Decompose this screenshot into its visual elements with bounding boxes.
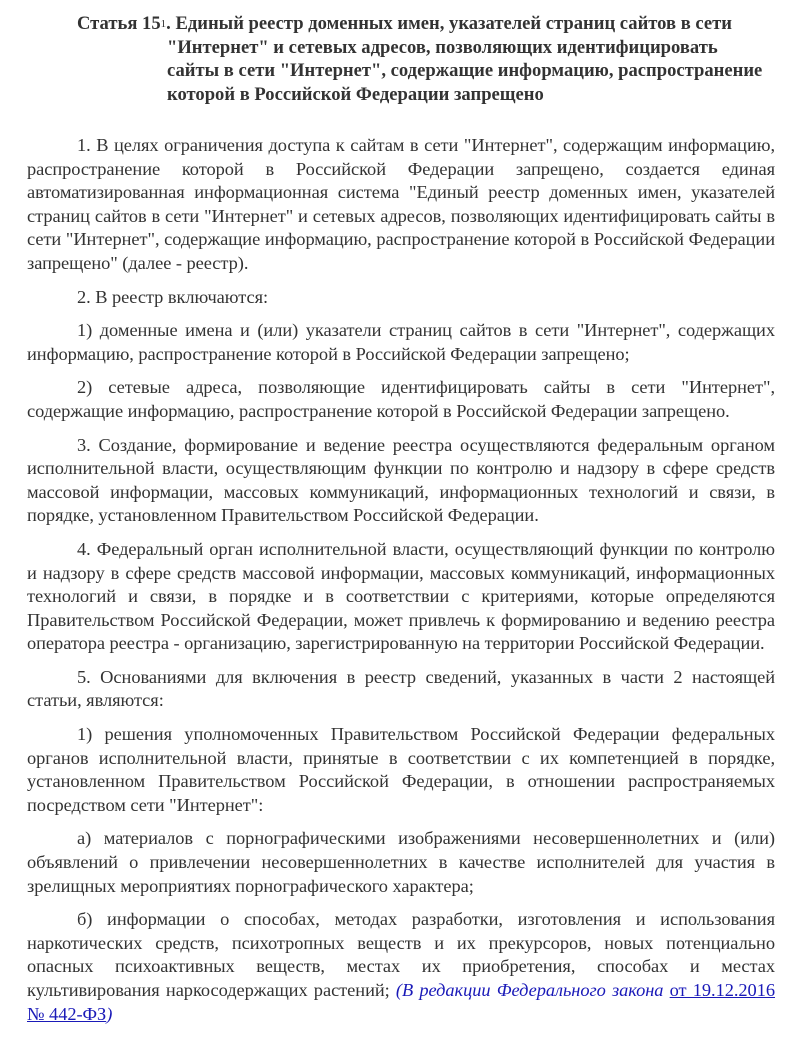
article-number: Статья 15 [77,13,161,34]
paragraph-5-item-1: 1) решения уполномоченных Правительством Российской Федерации федеральных органов исполнительной власти, принятые в соответствии с их компетенцией в порядке, установленном Правительством Российской Федерации, в отношении распространяемых посредством сети "Интернет": [27,724,775,815]
article-title: . Единый реестр доменных имен, указателей страниц сайтов в сети "Интернет" и сетевых адресов, позволяющих идентифицировать сайты в сети "Интернет", содержащие информацию, распространение которой в Российской Федерации запрещено [166,13,763,105]
paragraph-2-item-1: 1) доменные имена и (или) указатели страниц сайтов в сети "Интернет", содержащих информацию, распространение которой в Российской Федерации запрещено; [27,320,775,364]
amendment-suffix: ) [106,1003,113,1024]
paragraph-3: 3. Создание, формирование и ведение реестра осуществляются федеральным органом исполнительной власти, осуществляющим функции по контролю и надзору в сфере средств массовой информации, массовых коммуникаций, информационных технологий и связи, в порядке, установленном Правительством Российской Федерации. [27,434,775,526]
article-superscript: 1 [160,18,167,30]
amendment-prefix: (В редакции Федерального закона [395,980,670,1000]
amendment-law-link[interactable]: от 19.12.2016 № 442-ФЗ [27,980,775,1024]
paragraph-4: 4. Федеральный орган исполнительной власти, осуществляющий функции по контролю и надзору в сфере средств массовой информации, массовых коммуникаций, информационных технологий и связи, в порядке и в соответствии с критериями, которые определяются Правительством Российской Федерации, может привлечь к формированию и ведению реестра оператора реестра - организацию, зарегистрированную на территории Российской Федерации. [27,538,775,654]
paragraph-2: 2. В реестр включаются: [77,286,269,307]
paragraph-5-item-1-a: а) материалов с порнографическими изображениями несовершеннолетних и (или) объявлений о привлечении несовершеннолетних в качестве исполнителей для участия в зрелищных мероприятиях порнографического характера; [27,828,775,896]
paragraph-5: 5. Основаниями для включения в реестр сведений, указанных в части 2 настоящей статьи, являются: [27,666,775,711]
paragraph-2-item-2: 2) сетевые адреса, позволяющие идентифицировать сайты в сети "Интернет", содержащие информацию, распространение которой в Российской Федерации запрещено. [27,377,775,421]
article-body [27,134,775,1026]
paragraph-1: 1. В целях ограничения доступа к сайтам в сети "Интернет", содержащим информацию, распространение которой в Российской Федерации запрещено, создается единая автоматизированная информационная система "Единый реестр доменных имен, указателей страниц сайтов в сети "Интернет" и сетевых адресов, позволяющих идентифицировать сайты в сети "Интернет", содержащие информацию, распространение которой в Российской Федерации запрещено" (далее - реестр). [27,135,775,273]
article-heading [77,12,767,106]
paragraph-5-item-1-b-text: б) информации о способах, методах разработки, изготовления и использования наркотических средств, психотропных веществ и их прекурсоров, новых потенциально опасных психоактивных веществ, местах их приобретения, способах и местах культивирования наркосодержащих растений; [27,909,775,1000]
paragraph-5-item-1-b [27,908,775,1026]
